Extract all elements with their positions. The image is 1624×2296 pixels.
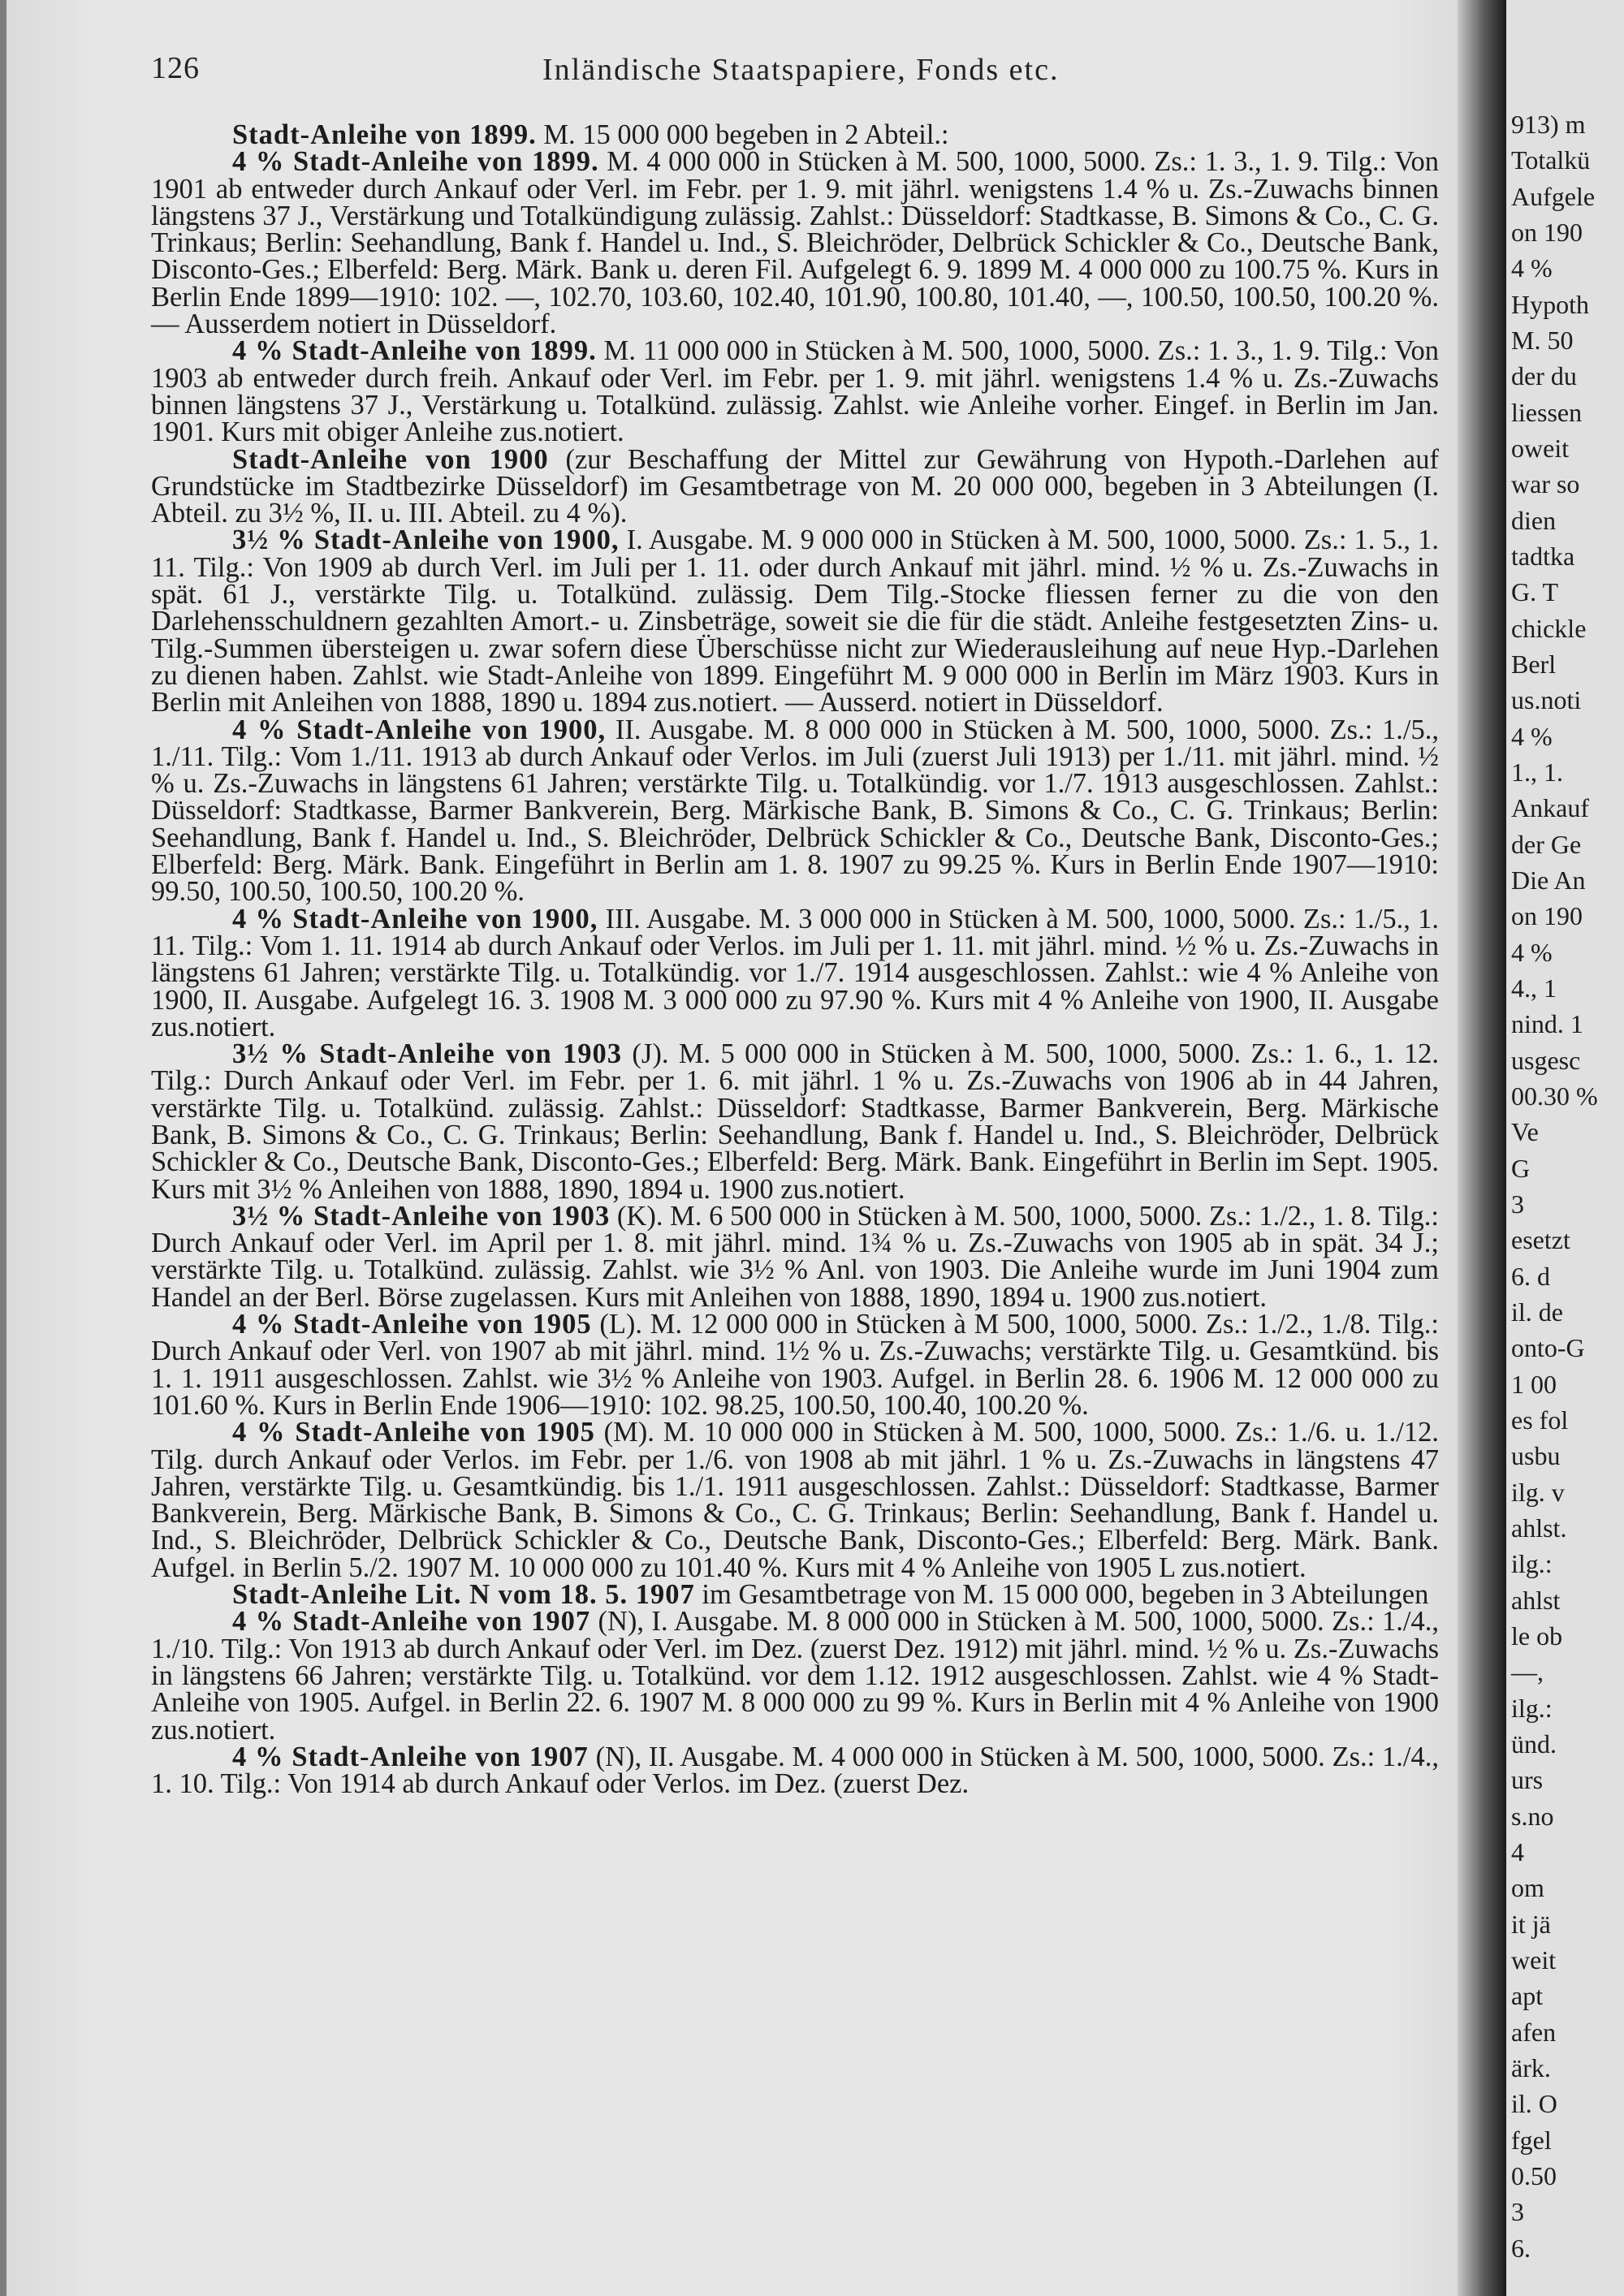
facing-page-fragment: 6.: [1511, 2233, 1531, 2263]
book-gutter: [1458, 0, 1506, 2296]
facing-page-fragment: 4 %: [1511, 937, 1553, 967]
entry-text: I. Ausgabe. M. 9 000 000 in Stücken à M. 500, 1000, 5000. Zs.: 1. 5., 1. 11. Tilg.: Von 1909 ab durch Verl. im Juli per 1. 11. oder durch Ankauf mit jährl. mind. ½ % u. Zs.-Zuwachs in spät. 61 J., verstärkte Tilg. u. Totalkünd. zulässig. Dem Tilg.-Stocke fliessen ferner zu die von den Darlehensschuldnern gezahlten Amort.- u. Zinsbeträge, soweit sie die für die städt. Anleihe festgesetzten Zins- u. Tilg.-Summen übersteigen u. zwar sofern diese Überschüsse nicht zur Wiederausleihung auf neue Hyp.-Darlehen zu dienen haben. Zahlst. wie Stadt-Anleihe von 1899. Eingeführt M. 9 000 000 in Berlin im März 1903. Kurs in Berlin mit Anleihen von 1888, 1890 u. 1894 zus.notiert. — Ausserd. notiert in Düsseldorf.: [151, 524, 1439, 719]
entry-text: (N), II. Ausgabe. M. 4 000 000 in Stücken à M. 500, 1000, 5000. Zs.: 1./4., 1. 10. Tilg.: Von 1914 ab durch Ankauf oder Verlos. im Dez. (zuerst Dez.: [151, 1741, 1439, 1800]
facing-page-fragment: s.no: [1511, 1801, 1554, 1831]
entry-heading: 4 % Stadt-Anleihe von 1905: [232, 1417, 595, 1448]
facing-page-fragment: it jä: [1511, 1909, 1551, 1939]
entry-text: (K). M. 6 500 000 in Stücken à M. 500, 1000, 5000. Zs.: 1./2., 1. 8. Tilg.: Durch Ankauf oder Verl. im April per 1. 8. mit jährl. mind. 1¾ % u. Zs.-Zuwachs von 1905 ab in spät. 34 J.; verstärkte Tilg. u. Totalkünd. zulässig. Zahlst. wie 3½ % Anl. von 1903. Die Anleihe wurde im Juni 1904 zum Handel an der Berl. Börse zugelassen. Kurs mit Anleihen von 1888, 1890, 1894 u. 1900 zus.notiert.: [151, 1200, 1439, 1313]
facing-page-fragment: der Ge: [1511, 829, 1582, 859]
facing-page-fragment: 1., 1.: [1511, 757, 1563, 787]
entry-text: III. Ausgabe. M. 3 000 000 in Stücken à M. 500, 1000, 5000. Zs.: 1./5., 1. 11. Tilg.: Vom 1. 11. 1914 ab durch Ankauf oder Verlos. im Juli per 1. 11. mit jährl. mind. ½ % u. Zs.-Zuwachs in längstens 61 Jahren; verstärkte Tilg. u. Totalkündig. vor 1./7. 1914 ausgeschlossen. Zahlst.: wie 4 % Anleihe von 1900, II. Ausgabe. Aufgelegt 16. 3. 1908 M. 3 000 000 zu 97.90 %. Kurs mit 4 % Anleihe von 1900, II. Ausgabe zus.notiert.: [151, 903, 1439, 1042]
facing-page-fragment: ärk.: [1511, 2053, 1551, 2082]
facing-page-fragment: usbu: [1511, 1441, 1561, 1471]
paragraph-3half-1903-j: [151, 1038, 1439, 1205]
facing-page-fragment: Aufgele: [1511, 181, 1596, 211]
facing-page-fragment: esetzt: [1511, 1225, 1570, 1255]
facing-page-fragment: tadtka: [1511, 542, 1575, 571]
entry-heading: 4 % Stadt-Anleihe von 1899.: [232, 146, 599, 178]
facing-page-fragment: ünd.: [1511, 1729, 1557, 1759]
entry-text: (N), I. Ausgabe. M. 8 000 000 in Stücken à M. 500, 1000, 5000. Zs.: 1./4., 1./10. Tilg.: Von 1913 ab durch Ankauf oder Verl. im Dez. (zuerst Dez. 1912) mit jährl. mind. ½ % u. Zs.-Zuwachs in längstens 66 Jahren; verstärkte Tilg. u. Totalkünd. vor dem 1.12. 1912 ausgeschlossen. Zahlst. wie 4 % Stadt-Anleihe von 1905. Aufgel. in Berlin 22. 6. 1907 M. 8 000 000 zu 99 %. Kurs in Berlin mit 4 % Anleihe von 1900 zus.notiert.: [151, 1606, 1439, 1746]
facing-page-fragment: om: [1511, 1873, 1544, 1903]
facing-page-fragment: 6. d: [1511, 1261, 1550, 1291]
facing-page-fragment: der du: [1511, 361, 1577, 391]
facing-page-fragment: —,: [1511, 1657, 1544, 1687]
facing-page-fragment: Hypoth: [1511, 289, 1589, 319]
facing-page-fragment: 4 %: [1511, 253, 1553, 283]
facing-page-fragment: urs: [1511, 1765, 1544, 1795]
facing-page-fragment: ahlst.: [1511, 1513, 1567, 1543]
facing-page-fragment: war so: [1511, 469, 1580, 499]
facing-page-fragment: liessen: [1511, 397, 1583, 427]
facing-page-fragment: ahlst: [1511, 1585, 1561, 1615]
facing-page-fragment: M. 50: [1511, 326, 1574, 355]
facing-page-fragment: G: [1511, 1153, 1531, 1183]
facing-page-fragment: Berl: [1511, 650, 1557, 679]
paragraph-3half-1903-k: [151, 1200, 1439, 1313]
entry-heading: Stadt-Anleihe Lit. N vom 18. 5. 1907: [232, 1579, 695, 1611]
facing-page-fragment: ilg. v: [1511, 1477, 1565, 1507]
facing-page-fragment: 913) m: [1511, 110, 1586, 139]
page-header: [151, 50, 1450, 91]
facing-page-fragment: weit: [1511, 1945, 1557, 1974]
facing-page-fragment: on 190: [1511, 901, 1583, 931]
facing-page-fragment: Ankauf: [1511, 793, 1589, 823]
paragraph-4pct-1899-a: [151, 146, 1439, 340]
facing-page-fragment: 3: [1511, 2197, 1524, 2227]
facing-page-fragment: il. O: [1511, 2089, 1557, 2119]
facing-page-fragment: Totalkü: [1511, 145, 1591, 175]
facing-page-fragment: dien: [1511, 505, 1557, 535]
entry-heading: 4 % Stadt-Anleihe von 1905: [232, 1309, 592, 1340]
entry-heading: 4 % Stadt-Anleihe von 1900,: [232, 714, 607, 745]
facing-page-fragment: 4 %: [1511, 721, 1553, 751]
facing-page-fragment: onto-G: [1511, 1333, 1585, 1363]
paragraph-anleihe-1900: [151, 443, 1439, 529]
entry-heading: 3½ % Stadt-Anleihe von 1903: [232, 1200, 611, 1232]
entry-text: im Gesamtbetrage von M. 15 000 000, begeben in 3 Abteilungen: [694, 1579, 1429, 1611]
facing-page-fragment: usgesc: [1511, 1045, 1581, 1075]
entry-heading: Stadt-Anleihe von 1900: [232, 443, 549, 475]
facing-page-fragment: 1 00: [1511, 1369, 1557, 1399]
entry-text: (zur Beschaffung der Mittel zur Gewährung von Hypoth.-Darlehen auf Grundstücke im Stadtbezirke Düsseldorf) im Gesamtbetrage von M. 20 000 000, begeben in 3 Abteilungen (I. Abteil. zu 3½ %, II. u. III. Abteil. zu 4 %).: [151, 443, 1439, 529]
facing-page-fragment: 4: [1511, 1837, 1524, 1867]
running-title: Inländische Staatspapiere, Fonds etc.: [542, 53, 1060, 87]
entry-text: (M). M. 10 000 000 in Stücken à M. 500, 1000, 5000. Zs.: 1./6. u. 1./12. Tilg. durch Ankauf oder Verlos. im Febr. per 1./6. von 1908 ab mit jährl. 1 % u. Zs.-Zuwachs in längstens 47 Jahren, verstärkte Tilg. u. Gesamtkündig. bis 1./1. 1911 ausgeschlossen. Zahlst.: Düsseldorf: Stadtkasse, Barmer Bankverein, Berg. Märkische Bank, B. Simons & Co., C. G. Trinkaus; Berlin: Seehandlung, Bank f. Handel u. Ind., S. Bleichröder, Delbrück Schickler & Co., Deutsche Bank, Disconto-Ges.; Elberfeld: Berg. Märk. Bank. Aufgel. in Berlin 5./2. 1907 M. 10 000 000 zu 101.40 %. Kurs mit 4 % Anleihe von 1905 L zus.notiert.: [151, 1417, 1439, 1583]
facing-page-fragment: il. de: [1511, 1297, 1563, 1327]
facing-page-fragment: us.noti: [1511, 685, 1582, 715]
entry-text: M. 4 000 000 in Stücken à M. 500, 1000, 5000. Zs.: 1. 3., 1. 9. Tilg.: Von 1901 ab entweder durch Ankauf oder Verl. im Febr. per 1. 9. mit jährl. wenigstens 1.4 % u. Zs.-Zuwachs binnen längstens 37 J., Verstärkung und Totalkündigung zulässig. Zahlst.: Düsseldorf: Stadtkasse, B. Simons & Co., C. G. Trinkaus; Berlin: Seehandlung, Bank f. Handel u. Ind., S. Bleichröder, Delbrück Schickler & Co., Deutsche Bank, Disconto-Ges.; Elberfeld: Berg. Märk. Bank u. deren Fil. Aufgelegt 6. 9. 1899 M. 4 000 000 zu 100.75 %. Kurs in Berlin Ende 1899—1910: 102. —, 102.70, 103.60, 102.40, 101.90, 100.80, 101.40, —, 100.50, 100.50, 100.20 %. — Ausserdem notiert in Düsseldorf.: [151, 146, 1439, 340]
entry-heading: Stadt-Anleihe von 1899.: [232, 119, 537, 150]
entry-text: (J). M. 5 000 000 in Stücken à M. 500, 1000, 5000. Zs.: 1. 6., 1. 12. Tilg.: Durch Ankauf oder Verl. im Febr. per 1. 6. mit jährl. 1 % u. Zs.-Zuwachs von 1906 ab in 44 Jahren, verstärkte Tilg. u. Totalkünd. zulässig. Zahlst.: Düsseldorf: Stadtkasse, Barmer Bankverein, Berg. Märkische Bank, B. Simons & Co., C. G. Trinkaus; Berlin: Seehandlung, Bank f. Handel u. Ind., S. Bleichröder, Delbrück Schickler & Co., Deutsche Bank, Disconto-Ges.; Elberfeld: Berg. Märk. Bank. Eingeführt in Berlin im Sept. 1905. Kurs mit 3½ % Anleihen von 1888, 1890, 1894 u. 1900 zus.notiert.: [151, 1038, 1439, 1205]
entry-heading: 4 % Stadt-Anleihe von 1907: [232, 1741, 589, 1772]
facing-page-fragment: 4., 1: [1511, 973, 1557, 1003]
facing-page-fragment: le ob: [1511, 1621, 1563, 1651]
entry-text: II. Ausgabe. M. 8 000 000 in Stücken à M. 500, 1000, 5000. Zs.: 1./5., 1./11. Tilg.: Vom 1./11. 1913 ab durch Ankauf oder Verlos. im Juli (zuerst Juli 1913) per 1./11. mit jährl. mind. ½ % u. Zs.-Zuwachs in längstens 61 Jahren; verstärkte Tilg. u. Totalkündig. vor 1./7. 1913 ausgeschlossen. Zahlst.: Düsseldorf: Stadtkasse, Barmer Bankverein, Berg. Märkische Bank, B. Simons & Co., C. G. Trinkaus; Berlin: Seehandlung, Bank f. Handel u. Ind., S. Bleichröder, Delbrück Schickler & Co., Deutsche Bank, Disconto-Ges.; Elberfeld: Berg. Märk. Bank. Eingeführt in Berlin am 1. 8. 1907 zu 99.25 %. Kurs in Berlin Ende 1907—1910: 99.50, 100.50, 100.50, 100.20 %.: [151, 714, 1439, 908]
facing-page-fragment: ilg.:: [1511, 1549, 1553, 1579]
page-body: [151, 119, 1439, 1800]
paragraph-4pct-1900-iii: [151, 903, 1439, 1042]
facing-page-fragment: 0.50: [1511, 2161, 1557, 2190]
paragraph-4pct-1900-ii: [151, 714, 1439, 908]
entry-heading: 4 % Stadt-Anleihe von 1907: [232, 1606, 591, 1638]
facing-page-fragment: on 190: [1511, 218, 1583, 247]
book-page: [6, 0, 1509, 2296]
facing-page-fragment: G. T: [1511, 577, 1559, 607]
facing-page-fragment: oweit: [1511, 434, 1570, 463]
facing-page-fragment: es fol: [1511, 1405, 1569, 1435]
facing-page-fragment: ilg.:: [1511, 1693, 1553, 1723]
paragraph-anleihe-lit-n: [151, 1579, 1439, 1611]
paragraph-4pct-1905-m: [151, 1419, 1439, 1582]
entry-heading: 4 % Stadt-Anleihe von 1900,: [232, 903, 598, 934]
facing-page-fragment: nind. 1: [1511, 1009, 1583, 1039]
facing-page-fragment: chickle: [1511, 613, 1587, 643]
facing-page-edge: [1506, 0, 1624, 2296]
paragraph-anleihe-1899: [151, 119, 1439, 150]
entry-heading: 3½ % Stadt-Anleihe von 1903: [232, 1038, 623, 1070]
page-number: 126: [151, 51, 200, 85]
facing-page-fragment: Die An: [1511, 865, 1586, 895]
facing-page-fragment: apt: [1511, 1981, 1544, 2011]
paragraph-4pct-1907-i: [151, 1606, 1439, 1746]
facing-page-fragment: 3: [1511, 1189, 1524, 1219]
paragraph-4pct-1899-b: [151, 335, 1439, 448]
paragraph-4pct-1907-ii: [151, 1741, 1439, 1800]
facing-page-fragment: fgel: [1511, 2125, 1552, 2155]
entry-text: M. 11 000 000 in Stücken à M. 500, 1000, 5000. Zs.: 1. 3., 1. 9. Tilg.: Von 1903 ab entweder durch freih. Ankauf oder Verl. im Febr. per 1. 9. mit jährl. wenigstens 1.4 % u. Zs.-Zuwachs binnen längstens 37 J., Verstärkung u. Totalkünd. zulässig. Zahlst. wie Anleihe vorher. Eingef. in Berlin im Jan. 1901. Kurs mit obiger Anleihe zus.notiert.: [151, 335, 1439, 448]
paragraph-3half-1900-i: [151, 524, 1439, 719]
facing-page-fragment: 00.30 %: [1511, 1081, 1598, 1111]
facing-page-fragment: afen: [1511, 2017, 1557, 2047]
facing-page-fragment: Ve: [1511, 1117, 1539, 1147]
entry-heading: 4 % Stadt-Anleihe von 1899.: [232, 335, 597, 367]
paragraph-4pct-1905-l: [151, 1311, 1439, 1419]
entry-text: M. 15 000 000 begeben in 2 Abteil.:: [536, 119, 949, 150]
entry-heading: 3½ % Stadt-Anleihe von 1900,: [232, 524, 620, 556]
entry-text: (L). M. 12 000 000 in Stücken à M 500, 1000, 5000. Zs.: 1./2., 1./8. Tilg.: Durch Ankauf oder Verl. von 1907 ab mit jährl. mind. 1½ % u. Zs.-Zuwachs; verstärkte Tilg. u. Gesamtkünd. bis 1. 1. 1911 ausgeschlossen. Zahlst. wie 3½ % Anleihe von 1903. Aufgel. in Berlin 28. 6. 1906 M. 12 000 000 zu 101.60 %. Kurs in Berlin Ende 1906—1910: 102. 98.25, 100.50, 100.40, 100.20 %.: [151, 1309, 1439, 1421]
